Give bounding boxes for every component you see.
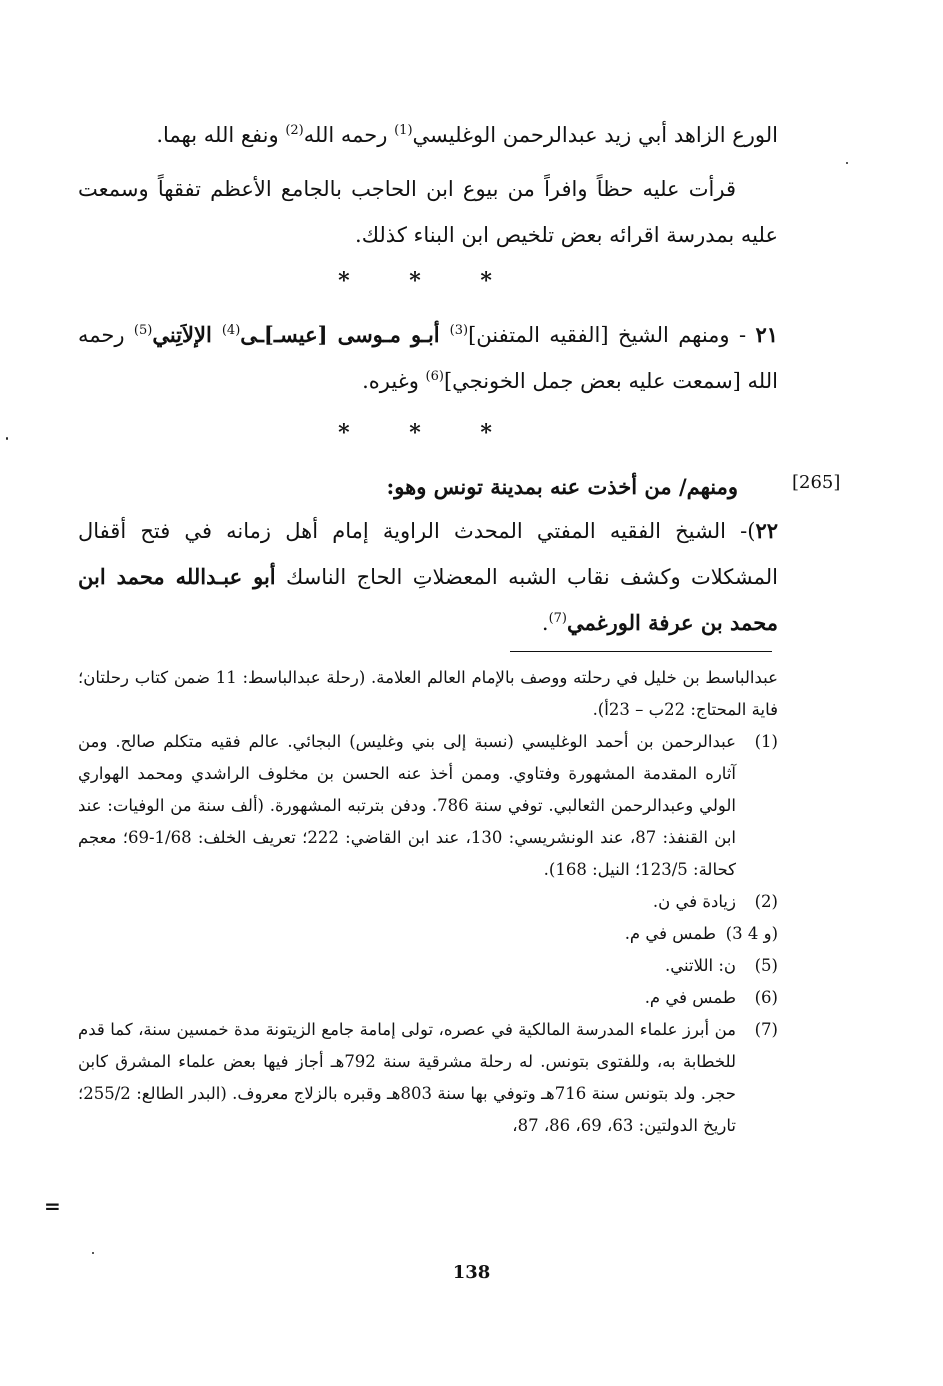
entry-21-number: ٢١ [755,322,778,347]
footnote-text: عبدالرحمن بن أحمد الوغليسي (نسبة إلى بني وغليس) البجائي. عالم فقيه متكلم صالح. ومن آثاره المقدمة المشهورة وفتاوي. وممن أخذ عنه الحسن بن مخلوف الراشدي ومحمد الهواري الولي وعبدالرحمن الثعالبي. توفي سنة 786. ودفن بترتبه المشهورة. (ألف سنة من الوفيات: عند ابن القنفذ: 87، عند الونشريسي: 130، عند ابن القاضي: 222؛ تعريف الخلف: 1/68-69؛ معجم كحالة: 123/5؛ النيل: 168). [78,732,737,879]
footnote-ref-4: (4) [221,323,241,338]
entry-22-name: أبو عبـدالله محمد ابن محمد بن عرفة الورغمي [78,564,778,635]
page-number: 138 [452,1262,491,1283]
footnote-ref-6: (6) [425,369,444,384]
footnote-text: طمس في م. [644,988,736,1007]
entry-22-text: )- الشيخ الفقيه المفتي المحدث الراوية إمام أهل زمانه في فتح أقفال المشكلات وكشف نقاب الشبه المعضلاتِ الحاج الناسك [78,519,778,589]
entry-21-end: وغيره. [362,369,426,393]
footnote-ref-7: (7) [548,611,567,626]
entry-21 [78,312,778,404]
footnote-ref-3: (3) [449,323,469,338]
footnote-ref-5: (5) [133,323,153,338]
footnote-text: ن: اللاتني. [665,956,736,975]
footnotes [78,662,778,1142]
entry-21-intro: - ومنهم الشيخ [الفقيه المتفنن] [468,323,756,347]
footnote-5 [78,950,778,982]
footnote-number: (5) [754,956,778,975]
para1-mid: رحمه الله [303,123,395,147]
footnote-continues-mark: = [44,1194,61,1218]
entry-21-nisba: الإلاَتِني [152,322,222,347]
entry-21-detail: رحمه الله [سمعت عليه بعض جمل الخونجي] [78,323,778,393]
scan-speck [92,1252,94,1254]
entry-22-end: . [541,611,549,635]
section-heading: ومنهم/ من أخذت عنه بمدينة تونس وهو: [386,474,738,499]
entry-21-name: أبـو مـوسى [عيسـ]ـى [240,322,450,347]
footnote-text: زيادة في ن. [652,892,736,911]
entry-22 [78,508,778,646]
scan-speck [846,162,848,164]
entry-22-number: ٢٢ [755,518,778,543]
footnote-number: (3 و 4) [725,924,778,943]
footnote-carryover: عبدالباسط بن خليل في رحلته ووصف بالإمام العالم العلامة. (رحلة عبدالباسط: 11 ضمن كتاب رحلتان؛ فاية المحتاج: 22ب – 23أ). [78,668,778,719]
footnote-3-4 [78,918,778,950]
footnote-6 [78,982,778,1014]
footnote-text: من أبرز علماء المدرسة المالكية في عصره، تولى إمامة جامع الزيتونة مدة خمسين سنة، كما قدم للخطابة به، وللفتوى بتونس. له رحلة مشرقية سنة 792هـ أجاز فيها بعض علماء المشرق كابن حجر. ولد بتونس سنة 716هـ وتوفي بها سنة 803هـ وقبره بالزلاج معروف. (البدر الطالع: 255/2؛ تاريخ الدولتين: 63، 69، 86، 87، [78,1020,736,1135]
footnote-separator [510,651,772,652]
footnote-ref-1: (1) [394,123,413,138]
footnote-2 [78,886,778,918]
footnote-ref-2: (2) [285,123,304,138]
footnote-text: طمس في م. [624,924,716,943]
footnote-7 [78,1014,778,1142]
footnote-number: (1) [754,732,778,751]
paragraph-continuation [78,112,778,158]
manuscript-folio-ref: [265] [792,472,841,493]
footnote-number: (6) [754,988,778,1007]
para1-text: الورع الزاهد أبي زيد عبدالرحمن الوغليسي [412,123,778,147]
footnote-1 [78,726,778,886]
paragraph-study: قرأت عليه حظاً وافراً من بيوع ابن الحاجب بالجامع الأعظم تفقهاً وسمعت عليه بمدرسة اقرائه بعض تلخيص ابن البناء كذلك. [78,177,778,247]
footnote-number: (7) [754,1020,778,1039]
para1-end: ونفع الله بهما. [156,123,286,147]
section-separator: * * * [338,268,518,294]
scan-speck [6,437,8,440]
section-separator-2: * * * [338,420,518,446]
footnote-number: (2) [754,892,778,911]
